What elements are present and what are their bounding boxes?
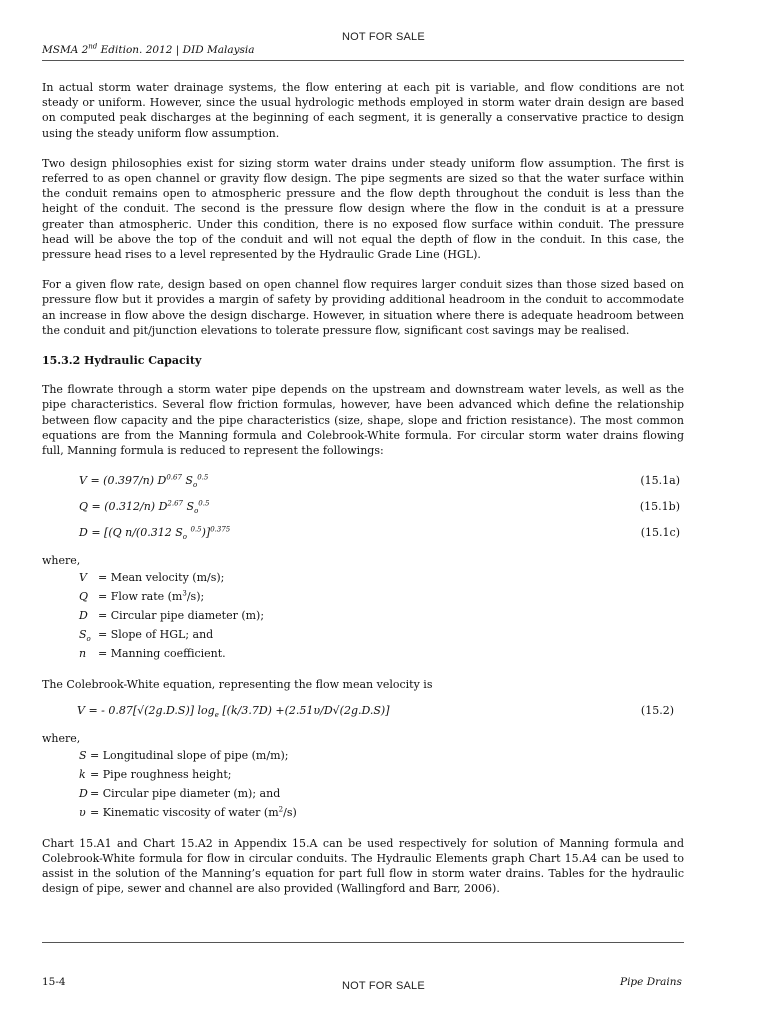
section-number: 15.3.2 (42, 354, 81, 368)
paragraph-6: Chart 15.A1 and Chart 15.A2 in Appendix 15.A can be used respectively for solution of Manning formula and Colebrook-White formula for flow in circular conduits. The Hydraulic Elements graph Chart 15.A4 can be used to assist in the solution of the Manning’s equation for part full flow in storm water drains. Tables for the hydraulic design of pipe, sewer and channel are also provided (Wallingford and Barr, 2006). (42, 836, 684, 896)
var-row: k = Pipe roughness height; (79, 767, 232, 781)
chapter-title: Pipe Drains (620, 976, 682, 988)
not-for-sale-banner: NOT FOR SALE (342, 31, 425, 43)
not-for-sale-footer: NOT FOR SALE (342, 980, 425, 992)
running-header: MSMA 2nd Edition. 2012 | DID Malaysia (42, 42, 255, 56)
equation-formula: Q = (0.312/n) $D^{2.67}$ $S_o^{0.5}$ (79, 499, 210, 516)
equation-formula: V = (0.397/n) $D^{0.67}$ $S_o^{0.5}$ (79, 473, 209, 490)
where-label: where, (42, 731, 81, 745)
var-row: Q = Flow rate $(m^3/s)$; (79, 589, 205, 604)
equation-15-1c (42, 525, 684, 551)
var-row: υ = Kinematic viscosity of water $(m^2/s)$ (79, 805, 297, 819)
var-row: V = Mean velocity (m/s); (79, 571, 225, 585)
header-rule (42, 60, 684, 61)
equation-number: (15.1c) (640, 526, 680, 540)
var-row: S = Longitudinal slope of pipe (m/m); (79, 748, 289, 762)
paragraph-4: The flowrate through a storm water pipe depends on the upstream and downstream water levels, as well as the pipe characteristics. Several flow friction formulas, however, have been advanced which define the relationship between flow capacity and the pipe characteristics (size, shape, slope and friction resistance). The most common equations are from the Manning formula and Colebrook-White formula. For circular storm water drains flowing full, Manning formula is reduced to represent the followings: (42, 383, 684, 458)
section-heading (42, 353, 684, 368)
page-number: 15-4 (42, 976, 66, 988)
paragraph-3: For a given flow rate, design based on open channel flow requires larger conduit sizes than those sized based on pressure flow but it provides a margin of safety by providing additional headroom in the conduit to accommodate an increase in flow above the design discharge. However, in situation where there is adequate headroom between the conduit and pit/junction elevations to tolerate pressure flow, significant cost savings may be realised. (42, 278, 684, 337)
equation-formula: V = - 0.87[√(2g.D.S)] $\log_e [(k/3.7D) +(2.51\upsilon/D√(2g.D.S)]$ (77, 703, 390, 719)
var-row: $S_o$ = Slope of HGL; and (79, 628, 214, 644)
equation-15-2 (42, 703, 684, 729)
where-label: where, (42, 554, 81, 568)
var-row: D = Circular pipe diameter (m); and (79, 786, 281, 800)
var-row: D = Circular pipe diameter (m); (79, 609, 265, 623)
equation-number: (15.1a) (640, 474, 680, 488)
paragraph-2: Two design philosophies exist for sizing storm water drains under steady uniform flow assumption. The first is referred to as open channel or gravity flow design. The pipe segments are sized so that the water surface within the conduit remains open to atmospheric pressure and the flow depth throughout the conduit is less than the height of the conduit. The second is the pressure flow design where the flow in the conduit is at a pressure greater than atmospheric. Under this condition, there is no exposed flow surface within conduit. The pressure head will be above the top of the conduit and will not equal the depth of flow in the conduit. In this case, the pressure head rises to a level represented by the Hydraulic Grade Line (HGL). (42, 156, 684, 262)
equation-15-1a (42, 473, 684, 499)
equation-number: (15.2) (640, 703, 674, 717)
var-row: n = Manning coefficient. (79, 647, 226, 661)
footer-rule (42, 942, 684, 943)
equation-formula: D = [(Q n/(0.312 $S_o$ $^{0.5}$)]$^{0.375}$ (79, 525, 231, 542)
page-body (42, 80, 684, 912)
paragraph-5: The Colebrook-White equation, representing the flow mean velocity is (42, 678, 433, 692)
equation-number: (15.1b) (639, 500, 680, 514)
section-title: Hydraulic Capacity (84, 354, 202, 368)
paragraph-1: In actual storm water drainage systems, the flow entering at each pit is variable, and flow conditions are not steady or uniform. However, since the usual hydrologic methods employed in storm water drain design are based on computed peak discharges at the beginning of each segment, it is generally a conservative practice to design using the steady uniform flow assumption. (42, 81, 684, 140)
equation-15-1b (42, 499, 684, 525)
